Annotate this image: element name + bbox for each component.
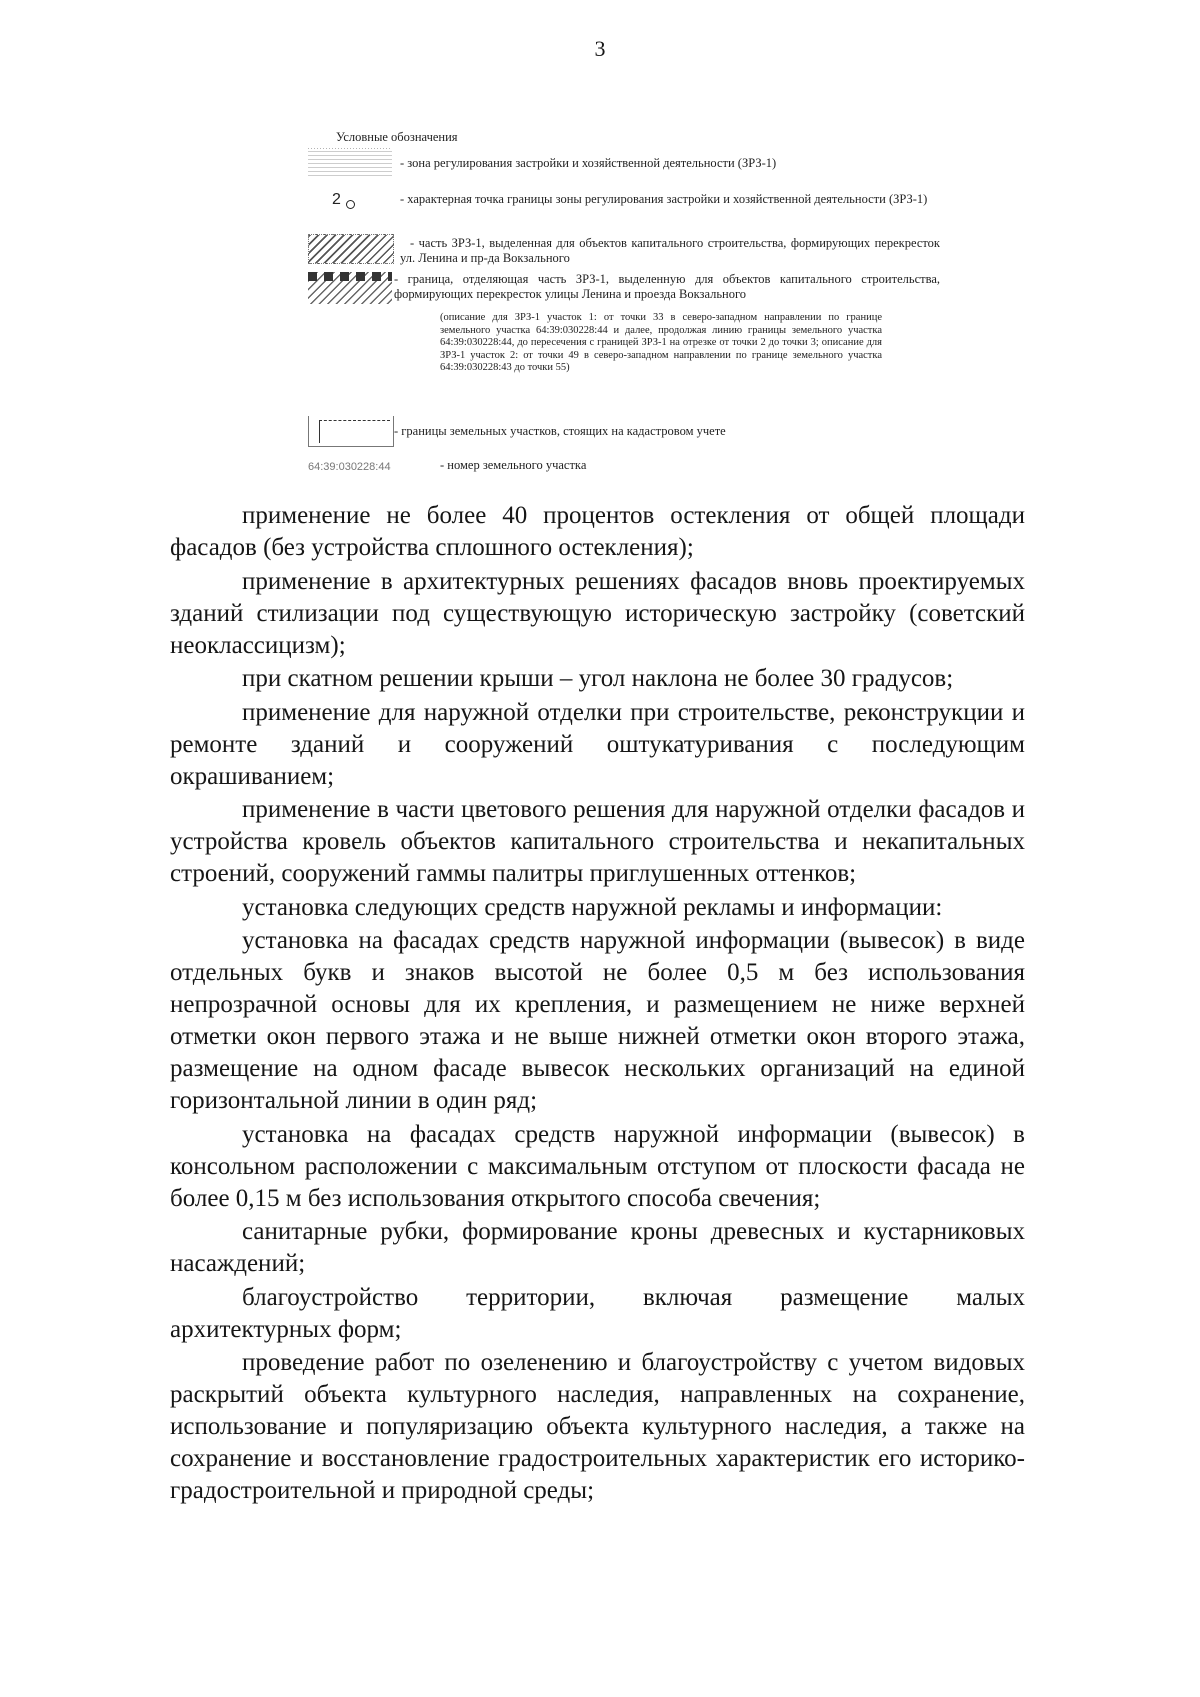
paragraph: санитарные рубки, формирование кроны древесных и кустарниковых насаждений; xyxy=(170,1218,1025,1277)
paragraph: применение в архитектурных решениях фасадов вновь проектируемых зданий стилизации под существующую историческую застройку (советский неоклассицизм); xyxy=(170,567,1025,659)
paragraph: установка на фасадах средств наружной информации (вывесок) в консольном расположении с максимальным отступом от плоскости фасада не более 0,15 м без использования открытого способа свечения; xyxy=(170,1120,1025,1212)
dashed-corner-icon xyxy=(319,420,390,443)
paragraph: установка на фасадах средств наружной информации (вывесок) в виде отдельных букв и знаков высотой не более 0,5 м без использования непрозрачной основы для их крепления, и размещением не ниже верхней отметки окон первого этажа и не выше нижней отметки окон второго этажа, размещение на одном фасаде вывесок нескольких организаций на единой горизонтальной линии в один ряд; xyxy=(170,927,1025,1114)
legend-item-text: - зона регулирования застройки и хозяйственной деятельности (ЗРЗ-1) xyxy=(400,156,777,170)
paragraph: при скатном решении крыши – угол наклона не более 30 градусов; xyxy=(242,665,954,692)
paragraph: применение в части цветового решения для наружной отделки фасадов и устройства кровель объектов капитального строительства и некапитальных строений, сооружений гаммы палитры приглушенных оттенков; xyxy=(170,796,1025,887)
legend-item-text: - номер земельного участка xyxy=(440,458,587,472)
point-label: 2 xyxy=(332,191,341,208)
legend-item-text: - граница, отделяющая часть ЗРЗ-1, выделенную для объектов капитального строительства, формирующих перекресток улицы Ленина и проезда Вокзального xyxy=(394,272,940,301)
point-marker-icon xyxy=(330,192,370,216)
legend-item-text: - границы земельных участков, стоящих на кадастровом учете xyxy=(394,424,726,438)
parcel-number-icon: 64:39:030228:44 xyxy=(308,461,391,473)
dotted-zone-icon xyxy=(308,148,392,176)
parcel-border-icon xyxy=(308,416,394,447)
paragraph: благоустройство территории, включая размещение малых архитектурных форм; xyxy=(170,1283,1025,1343)
legend-item-text: - часть ЗРЗ-1, выделенная для объектов капитального строительства, формирующих перекресток ул. Ленина и пр-да Вокзального xyxy=(400,236,940,265)
paragraph: установка следующих средств наружной рекламы и информации: xyxy=(242,893,943,921)
legend-description: (описание для ЗРЗ-1 участок 1: от точки 33 в северо-западном направлении по границе земельного участка 64:39:030228:44 и далее, продолжая линию границы земельного участка 64:39:030228:44, до пересечения с границей ЗРЗ-1 на отрезке от точки 2 до точки 3; описание для ЗРЗ-1 участок 2: от точки 49 в северо-западном направлении по границе земельного участка 64:39:030228:43 до точки 55) xyxy=(440,312,882,374)
paragraph: проведение работ по озеленению и благоустройству с учетом видовых раскрытий объекта культурного наследия, направленных на сохранение, использование и популяризацию объекта культурного наследия, а также на сохранение и восстановление градостроительных характеристик его историко-градостроительной и природной среды; xyxy=(170,1349,1025,1504)
circle-icon xyxy=(346,200,355,209)
document-body xyxy=(170,500,1025,1509)
hatched-area-icon xyxy=(308,234,394,264)
legend-title: Условные обозначения xyxy=(336,130,458,144)
legend-item-text: - характерная точка границы зоны регулирования застройки и хозяйственной деятельности (ЗРЗ-1) xyxy=(400,192,928,206)
page-number: 3 xyxy=(594,36,606,61)
paragraph: применение для наружной отделки при строительстве, реконструкции и ремонте зданий и сооружений оштукатуривания с последующим окрашиванием; xyxy=(170,698,1025,790)
hatched-border-icon xyxy=(308,272,392,304)
paragraph: применение не более 40 процентов остекления от общей площади фасадов (без устройства сплошного остекления); xyxy=(170,502,1025,561)
